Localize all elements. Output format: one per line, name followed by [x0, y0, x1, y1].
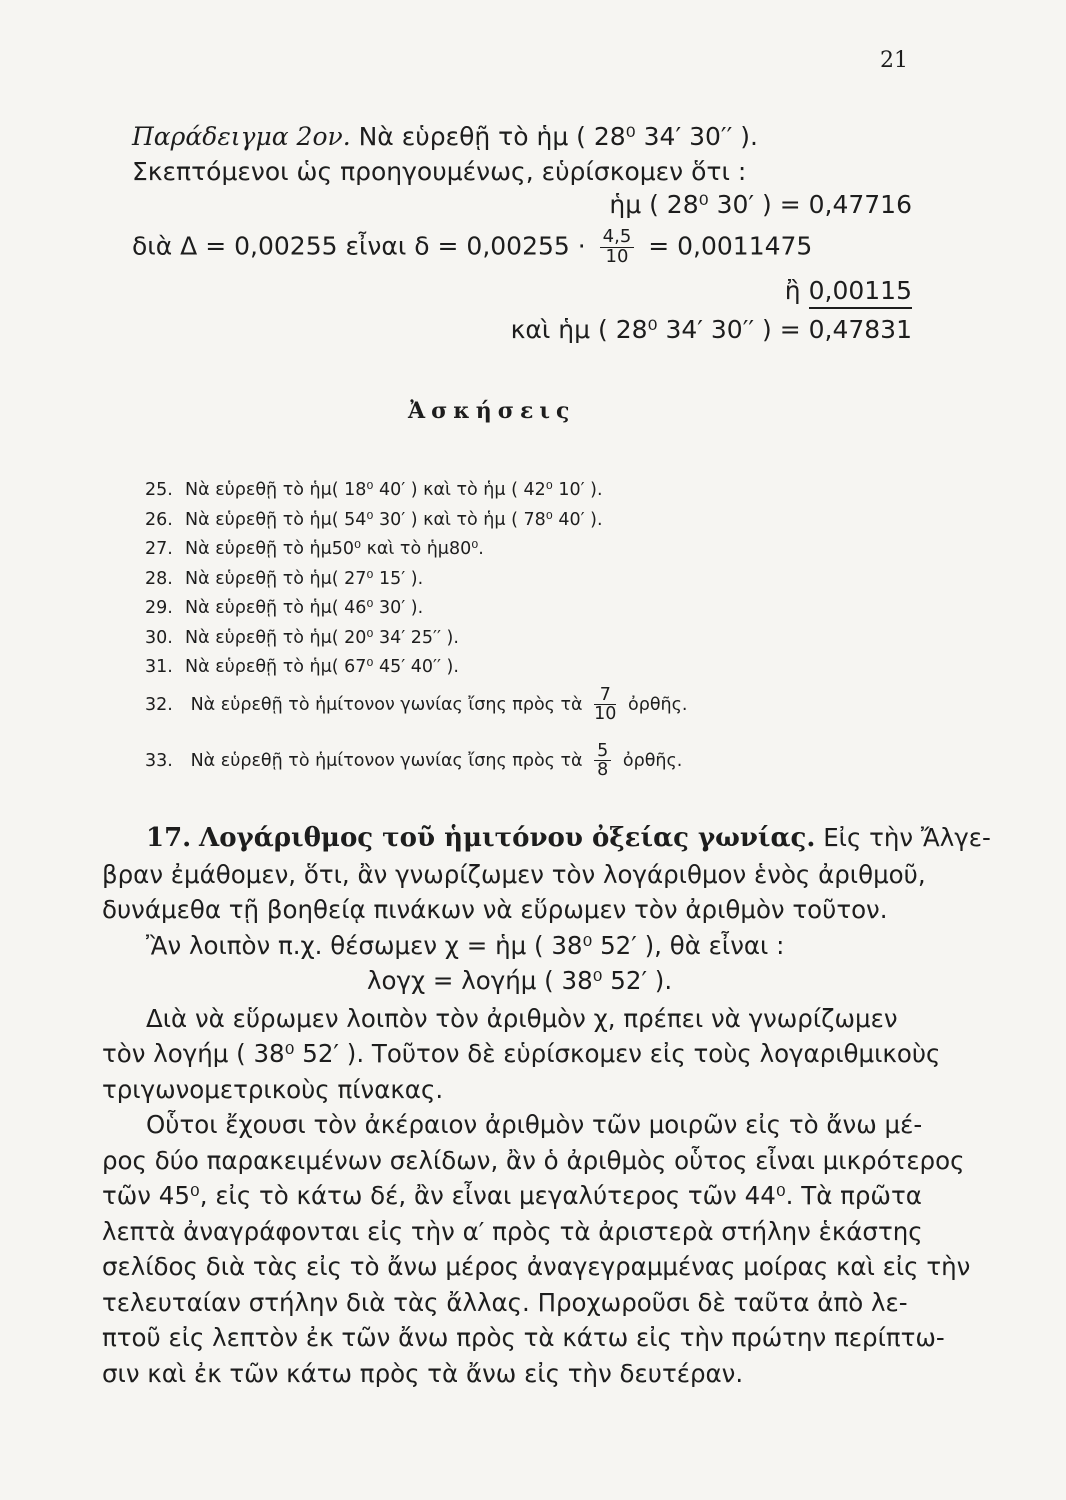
example-line-5 [785, 276, 912, 305]
section-line-1 [102, 820, 991, 857]
exercise-number: 31. [145, 657, 173, 677]
exercise-item [145, 657, 603, 687]
section-line-3: δυνάμεθα τῇ βοηθείᾳ πινάκων νὰ εὕρωμεν τὸν ἀριθμὸν τοῦτον. [102, 895, 888, 924]
exercise-number: 26. [145, 509, 173, 530]
paragraph-line-text: Διὰ νὰ εὕρωμεν λοιπὸν τὸν ἀριθμὸν χ, πρέπει νὰ γνωρίζωμεν [146, 1003, 898, 1033]
paragraph-line [102, 1285, 932, 1321]
exercise-text: Νὰ εὑρεθῇ τὸ ἡμ( 18⁰ 40′ ) καὶ τὸ ἡμ ( 42⁰ 10′ ). [185, 480, 603, 500]
paragraph-line [102, 1178, 932, 1214]
section-17 [102, 820, 991, 1391]
exercise-text: Νὰ εὑρεθῇ τὸ ἡμ( 46⁰ 30′ ). [185, 598, 424, 618]
example-line-4 [132, 228, 812, 267]
exercise-text: Νὰ εὑρεθῇ τὸ ἡμ( 27⁰ 15′ ). [185, 568, 424, 589]
section-title: Λογάριθμος τοῦ ἡμιτόνου ὀξείας γωνίας. [199, 823, 816, 853]
example-fraction [600, 228, 635, 267]
paragraph-line-text: λεπτὰ ἀναγράφονται εἰς τὴν α′ πρὸς τὰ ἀριστερὰ στήλην ἑκάστης [102, 1216, 923, 1246]
exercise-text: Νὰ εὑρεθῇ τὸ ἡμ( 54⁰ 30′ ) καὶ τὸ ἡμ ( 78⁰ 40′ ). [185, 509, 603, 530]
example-title-line [132, 122, 758, 151]
example-line-4-left: διὰ Δ = 0,00255 εἶναι δ = 0,00255 · [132, 231, 586, 261]
paragraph-line [102, 1356, 932, 1392]
exercise-number: 32. [145, 694, 173, 715]
fraction-denominator: 8 [597, 760, 609, 781]
exercise-number: 25. [145, 480, 173, 500]
paragraph-line [102, 1143, 965, 1179]
section-line-2: βραν ἐμάθομεν, ὅτι, ἂν γνωρίζωμεν τὸν λογάριθμον ἑνὸς ἀριθμοῦ, [102, 859, 926, 889]
paragraph-line-text: τῶν 45⁰, εἰς τὸ κάτω δέ, ἂν εἶναι μεγαλύτερος τῶν 44⁰. Τὰ πρῶτα [102, 1181, 922, 1210]
section-number: 17. [146, 823, 192, 853]
exercise-number: 33. [145, 750, 173, 771]
example-line-5-value: 0,00115 [809, 276, 912, 309]
fraction-numerator: 5 [594, 742, 611, 761]
example-line-6: καὶ ἡμ ( 28⁰ 34′ 30′′ ) = 0,47831 [510, 315, 912, 344]
fraction-denominator: 10 [605, 245, 629, 267]
exercise-item [145, 569, 603, 599]
exercise-text: Νὰ εὑρεθῇ τὸ ἡμ( 67⁰ 45′ 40′′ ). [185, 657, 459, 677]
example-line-3: ἡμ ( 28⁰ 30′ ) = 0,47716 [609, 190, 912, 219]
paragraph-line-text: Οὗτοι ἔχουσι τὸν ἀκέραιον ἀριθμὸν τῶν μοιρῶν εἰς τὸ ἄνω μέ- [146, 1110, 923, 1139]
exercise-text: Νὰ εὑρεθῇ τὸ ἡμίτονον γωνίας ἴσης πρὸς τὰ [190, 694, 583, 715]
exercise-list [145, 480, 603, 687]
exercise-number: 27. [145, 539, 173, 559]
exercise-suffix: ὀρθῆς. [628, 694, 688, 715]
fraction-numerator: 7 [594, 686, 616, 705]
exercise-item [145, 628, 603, 658]
exercise-item [145, 510, 603, 540]
exercise-32-fraction [594, 686, 616, 724]
exercise-32 [145, 686, 687, 724]
paragraph-line [102, 1214, 932, 1250]
exercise-number: 29. [145, 598, 173, 618]
exercise-item [145, 598, 603, 628]
exercise-text: Νὰ εὑρεθῇ τὸ ἡμίτονον γωνίας ἴσης πρὸς τὰ [190, 750, 583, 771]
paragraph-line [102, 1249, 971, 1285]
paragraph-line [102, 1107, 932, 1143]
example-line-2: Σκεπτόμενοι ὡς προηγουμένως, εὑρίσκομεν ὅτι : [132, 157, 747, 186]
paragraph-3 [102, 1107, 971, 1391]
example-label: Παράδειγμα 2ον. [132, 122, 351, 151]
fraction-denominator: 10 [594, 704, 617, 725]
exercise-text: Νὰ εὑρεθῇ τὸ ἡμ50⁰ καὶ τὸ ἡμ80⁰. [185, 539, 484, 559]
paragraph-line-text: σελίδος διὰ τὰς εἰς τὸ ἄνω μέρος ἀναγεγραμμένας μοίρας καὶ εἰς τὴν [102, 1252, 971, 1281]
exercise-number: 30. [145, 627, 173, 648]
example-line-5-prefix: ἢ [784, 276, 801, 305]
paragraph-line [102, 1036, 941, 1072]
section-line-5: λογχ = λογήμ ( 38⁰ 52′ ). [367, 966, 673, 995]
paragraph-2 [102, 1001, 941, 1108]
exercise-number: 28. [145, 568, 173, 589]
paragraph-line-text: πτοῦ εἰς λεπτὸν ἐκ τῶν ἄνω πρὸς τὰ κάτω εἰς τὴν πρώτην περίπτω- [102, 1323, 945, 1352]
exercise-item [145, 539, 603, 569]
paragraph-line [102, 1320, 945, 1356]
section-line-4-text: Ἂν λοιπὸν π.χ. θέσωμεν χ = ἡμ ( 38⁰ 52′ ), θὰ εἶναι : [146, 930, 785, 960]
exercise-suffix: ὀρθῆς. [622, 750, 683, 771]
section-line-4 [102, 928, 932, 964]
paragraph-line-text: ρος δύο παρακειμένων σελίδων, ἂν ὁ ἀριθμὸς οὗτος εἶναι μικρότερος [102, 1145, 965, 1175]
paragraph-line-text: σιν καὶ ἐκ τῶν κάτω πρὸς τὰ ἄνω εἰς τὴν δευτέραν. [102, 1358, 744, 1388]
example-text: Νὰ εὑρεθῇ τὸ ἡμ ( 28⁰ 34′ 30′′ ). [358, 122, 758, 151]
page-number: 21 [880, 48, 908, 73]
fraction-numerator: 4,5 [600, 228, 635, 248]
paragraph-line-text: τὸν λογήμ ( 38⁰ 52′ ). Τοῦτον δὲ εὑρίσκομεν εἰς τοὺς λογαριθμικοὺς [102, 1039, 941, 1068]
exercise-33-fraction [594, 742, 611, 780]
exercise-text: Νὰ εὑρεθῇ τὸ ἡμ( 20⁰ 34′ 25′′ ). [185, 627, 459, 648]
paragraph-line-text: τελευταίαν στήλην διὰ τὰς ἄλλας. Προχωροῦσι δὲ ταῦτα ἀπὸ λε- [102, 1287, 908, 1317]
exercise-33 [145, 742, 682, 780]
example-line-4-right: = 0,0011475 [648, 231, 813, 261]
paragraph-line-text: τριγωνομετρικοὺς πίνακας. [102, 1074, 444, 1104]
paragraph-line [102, 1001, 932, 1037]
exercises-heading: Ἀσκήσεις [408, 398, 576, 424]
paragraph-line [102, 1072, 932, 1108]
exercise-item [145, 480, 603, 510]
section-line-1-rest: Εἰς τὴν Ἄλγε- [823, 823, 991, 852]
